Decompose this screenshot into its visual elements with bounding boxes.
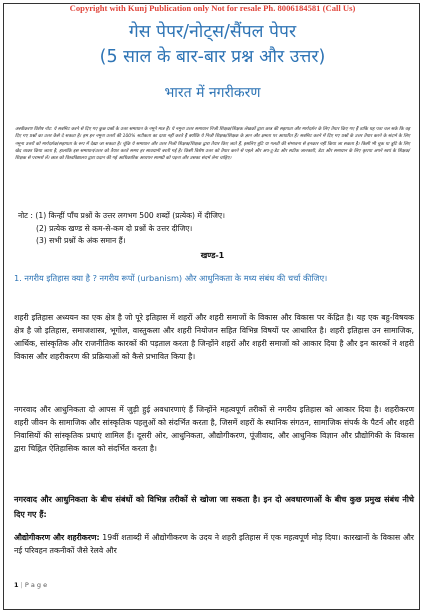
paragraph-body: 19वीं शताब्दी में औद्योगीकरण के उदय ने शहरी इतिहास में एक महत्वपूर्ण मोड़ दिया। कारखानों के विकास और नई परिवहन तकनीकों जैसे रेलवे और — [14, 533, 414, 555]
disclaimer-text: अस्वीकरण विशेष नोट: ये सबमिट करने से दिए गए कुछ प्रश्नों के उत्तर समाधान के नमूने मात्र हैं। ये नमूना उत्तर समाधान निजी शिक्षक/शिक्षक लेखकों द्वारा छात्र की सहायता और मार्गदर्शन के लिए तैयार किए गए हैं ताकि यह पता चल सके कि वह दिए गए प्रश्नों का उत्तर कैसे दे सकता है। हम इन नमूना उत्तरों की 100% सटीकता का दावा नहीं करते हैं क्योंकि ये निजी शिक्षक/शिक्षक के ज्ञान और क्षमता पर आधारित हैं। सबमिट करने में दिए गए प्रश्नों के उत्तर तैयार करने के संदर्भ के लिए नमूना उत्तरों को मार्गदर्शक/सहायता के रूप में देखा जा सकता है। चूंकि ये समाधान और उत्तर निजी शिक्षक/शिक्षक द्वारा तैयार किए जाते हैं, इसलिए त्रुटि या गलती की संभावना से इनकार नहीं किया जा सकता है। किसी भी चूक या त्रुटि के लिए खेद व्यक्त किया जाता है, हालांकि इस समाधान/उत्तर को तैयार करते समय हर सावधानी बरती गई है। किसी विशेष उत्तर को तैयार करने से पहले और अप-टू-डेट और सटीक जानकारी, डेटा और समाधान के लिए कृपया अपने स्वयं के शिक्षक/शिक्षक से परामर्श लें। छात्र को विश्वविद्यालय द्वारा प्रदान की गई आधिकारिक अध्ययन सामग्री को पढ़ना और उसका संदर्भ लेना चाहिए। — [15, 127, 410, 162]
exam-notes — [18, 210, 225, 248]
answer-paragraph-1: शहरी इतिहास अध्ययन का एक क्षेत्र है जो पूरे इतिहास में शहरों और शहरी समाजों के विकास और विकास पर केंद्रित है। यह एक बहु-विषयक क्षेत्र है जो इतिहास, समाजशास्त्र, भूगोल, वास्तुकला और शहरी नियोजन सहित विभिन्न विषयों पर आधारित है। शहरी इतिहास उन सामाजिक, आर्थिक, सांस्कृतिक और राजनीतिक कारकों की पड़ताल करता है जिन्होंने शहरों और शहरी समाजों को आकार दिया है और इन कारकों ने शहरी विकास और शहरीकरण की प्रक्रियाओं को कैसे प्रभावित किया है। — [14, 313, 414, 361]
note-line-2: (2) प्रत्येक खण्ड से कम-से-कम दो प्रश्नों के उत्तर दीजिए। — [36, 223, 193, 233]
document-title: गेस पेपर/नोट्स/सैंपल पेपर — [128, 22, 297, 42]
section-heading: खण्ड-1 — [200, 251, 225, 260]
page-footer — [14, 581, 47, 589]
footer-separator: | — [18, 581, 25, 589]
answer-paragraph-4 — [14, 531, 414, 557]
page-number: 1 — [14, 581, 19, 589]
copyright-banner: Copyright with Kunj Publication only Not for resale Ph. 8006184581 (Call Us) — [69, 3, 356, 13]
paragraph-lead-term: औद्योगीकरण और शहरीकरण: — [14, 533, 100, 542]
page-label: P a g e — [24, 581, 48, 589]
note-line-1: नोट : (1) किन्हीं पाँच प्रश्नों के उत्तर लगभग 500 शब्दों (प्रत्येक) में दीजिए। — [18, 211, 225, 220]
question-heading: 1. नगरीय इतिहास क्या है ? नगरीय रूपों (urbanism) और आधुनिकता के मध्य संबंध की चर्चा कीजिए। — [14, 273, 328, 283]
note-line-3: (3) सभी प्रश्नों के अंक समान हैं। — [36, 236, 126, 245]
chapter-title: भारत में नगरीकरण — [164, 85, 261, 101]
answer-paragraph-3: नगरवाद और आधुनिकता के बीच संबंधों को विभिन्न तरीकों से खोजा जा सकता है। इन दो अवधारणाओं के बीच कुछ प्रमुख संबंध नीचे दिए गए हैं: — [14, 495, 414, 519]
document-title-subline: (5 साल के बार-बार प्रश्न और उत्तर) — [99, 47, 326, 67]
answer-paragraph-2: नगरवाद और आधुनिकता दो आपस में जुड़ी हुई अवधारणाएं हैं जिन्होंने महत्वपूर्ण तरीकों से नगरीय इतिहास को आकार दिया है। शहरीकरण शहरी जीवन के सामाजिक और सांस्कृतिक पहलुओं को संदर्भित करता है, जिसमें शहरों के स्थानिक संगठन, सामाजिक संपर्क के पैटर्न और शहरी निवासियों की सांस्कृतिक प्रथाएं शामिल हैं। दूसरी ओर, आधुनिकता, औद्योगीकरण, पूंजीवाद, और आधुनिक विज्ञान और प्रौद्योगिकी के विकास द्वारा चिह्नित ऐतिहासिक काल को संदर्भित करता है। — [14, 405, 414, 453]
